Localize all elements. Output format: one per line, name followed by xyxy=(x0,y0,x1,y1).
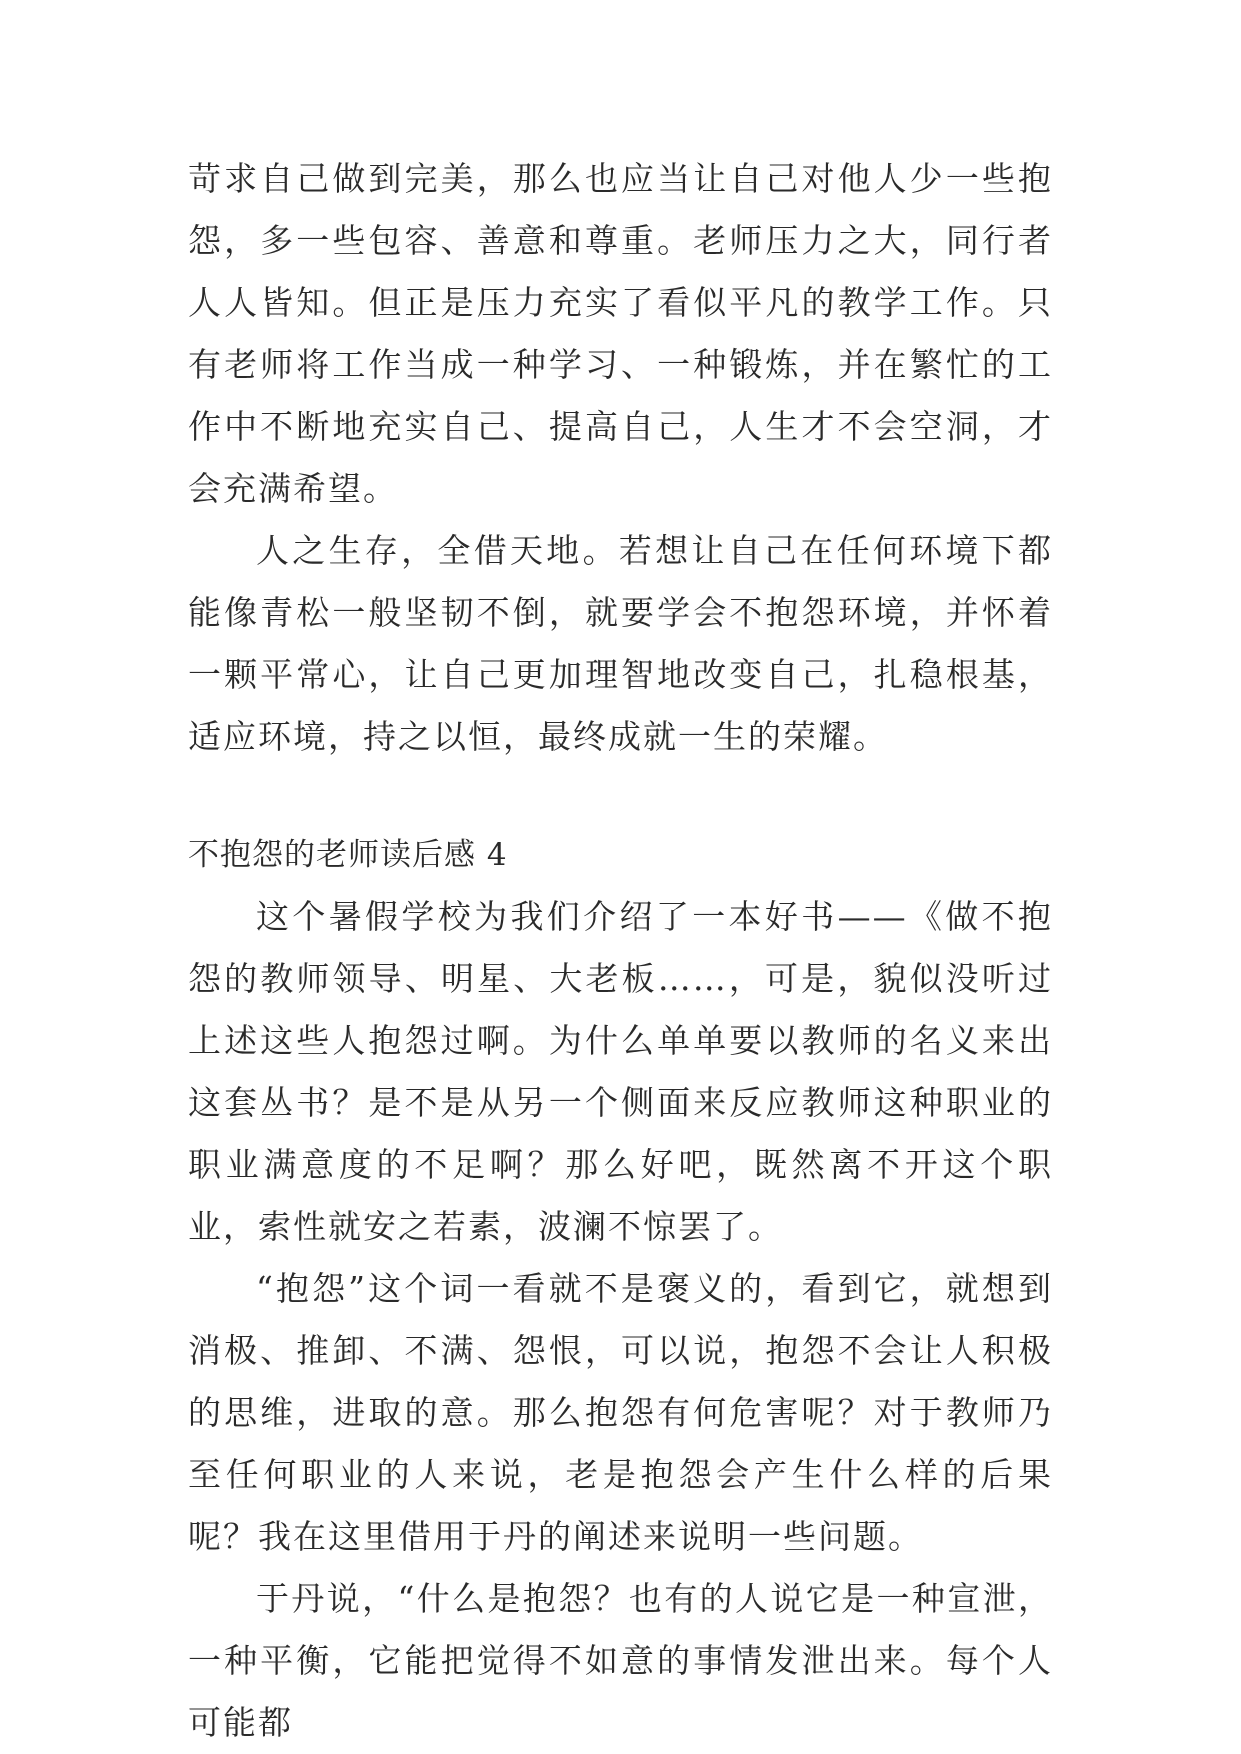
section-spacer xyxy=(188,768,1053,824)
paragraph-continuation: 苛求自己做到完美，那么也应当让自己对他人少一些抱怨，多一些包容、善意和尊重。老师压力之大，同行者人人皆知。但正是压力充实了看似平凡的教学工作。只有老师将工作当成一种学习、一种锻炼，并在繁忙的工作中不断地充实自己、提高自己，人生才不会空洞，才会充满希望。 xyxy=(188,159,1053,508)
paragraph-summer-book: 这个暑假学校为我们介绍了一本好书——《做不抱怨的教师领导、明星、大老板……，可是，貌似没听过上述这些人抱怨过啊。为什么单单要以教师的名义来出这套丛书？是不是从另一个侧面来反应教师这种职业的职业满意度的不足啊？那么好吧，既然离不开这个职业，索性就安之若素，波澜不惊罢了。 xyxy=(188,897,1053,1246)
section-heading: 不抱怨的老师读后感 4 xyxy=(188,837,508,873)
document-body xyxy=(188,148,1053,1754)
paragraph-complaint-meaning: “抱怨”这个词一看就不是褒义的，看到它，就想到消极、推卸、不满、怨恨，可以说，抱怨不会让人积极的思维，进取的意。那么抱怨有何危害呢？对于教师乃至任何职业的人来说，老是抱怨会产生什么样的后果呢？我在这里借用于丹的阐述来说明一些问题。 xyxy=(188,1269,1053,1556)
paragraph-yu-dan-quote: 于丹说，“什么是抱怨？也有的人说它是一种宣泄，一种平衡，它能把觉得不如意的事情发泄出来。每个人可能都 xyxy=(188,1579,1053,1742)
paragraph-environment: 人之生存，全借天地。若想让自己在任何环境下都能像青松一般坚韧不倒，就要学会不抱怨环境，并怀着一颗平常心，让自己更加理智地改变自己，扎稳根基，适应环境，持之以恒，最终成就一生的荣耀。 xyxy=(188,531,1053,756)
